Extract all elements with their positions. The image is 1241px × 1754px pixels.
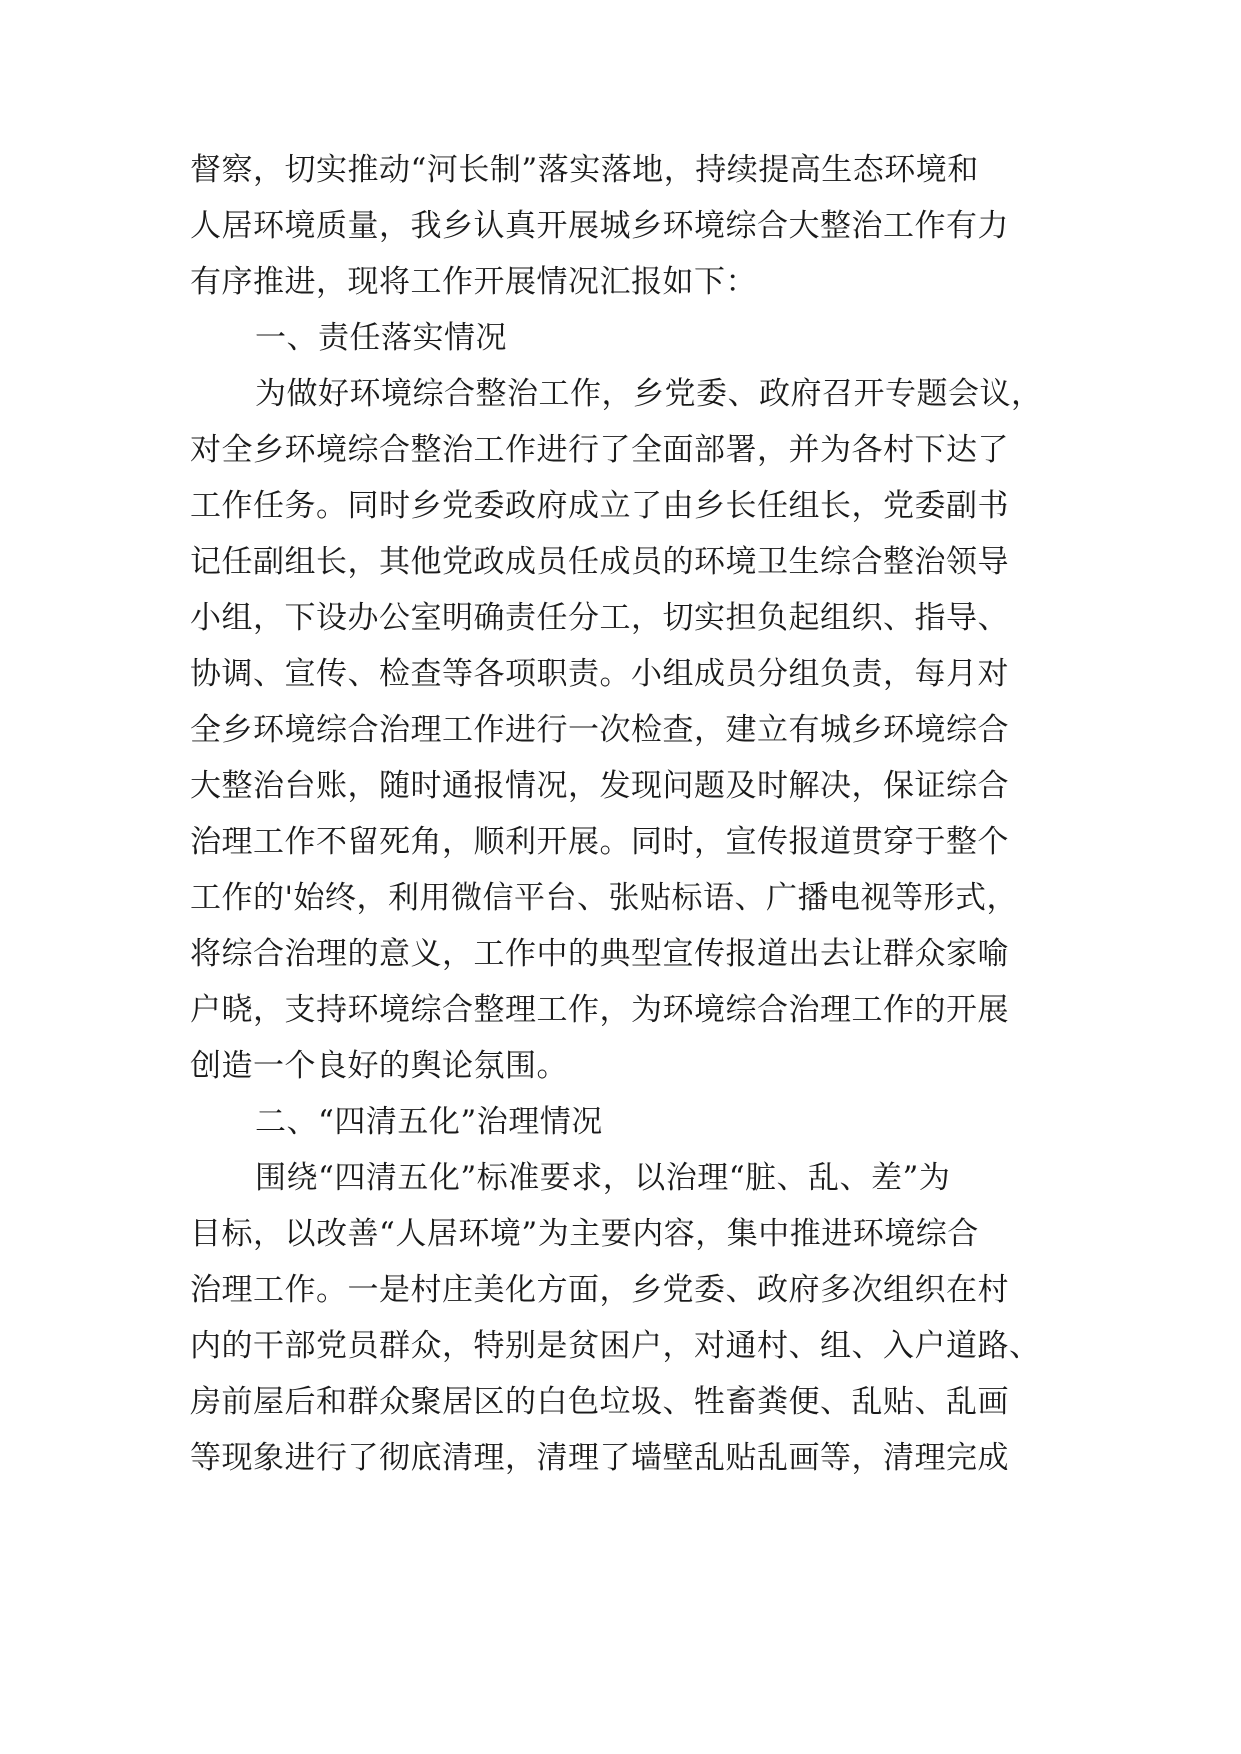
body-text-line: 创造一个良好的舆论氛围。 (190, 1048, 568, 1084)
body-text-line: 大整治台账，随时通报情况，发现问题及时解决，保证综合 (190, 768, 1009, 804)
body-text-line: 人居环境质量，我乡认真开展城乡环境综合大整治工作有力 (190, 208, 1009, 244)
paragraph-start-line: 围绕“四清五化”标准要求，以治理“脏、乱、差”为 (255, 1160, 951, 1196)
paragraph-start-line: 为做好环境综合整治工作，乡党委、政府召开专题会议， (255, 376, 1043, 412)
body-text-line: 小组，下设办公室明确责任分工，切实担负起组织、指导、 (190, 600, 1009, 636)
body-text-line: 协调、宣传、检查等各项职责。小组成员分组负责，每月对 (190, 656, 1009, 692)
body-text-line: 治理工作不留死角，顺利开展。同时，宣传报道贯穿于整个 (190, 824, 1009, 860)
body-text-line: 房前屋后和群众聚居区的白色垃圾、牲畜粪便、乱贴、乱画 (190, 1384, 1009, 1420)
body-text-line: 内的干部党员群众，特别是贫困户，对通村、组、入户道路、 (190, 1328, 1041, 1364)
body-text-line: 治理工作。一是村庄美化方面，乡党委、政府多次组织在村 (190, 1272, 1009, 1308)
body-text-line: 将综合治理的意义，工作中的典型宣传报道出去让群众家喻 (190, 936, 1009, 972)
body-text-line: 全乡环境综合治理工作进行一次检查，建立有城乡环境综合 (190, 712, 1009, 748)
body-text-line: 工作任务。同时乡党委政府成立了由乡长任组长，党委副书 (190, 488, 1009, 524)
section-heading: 一、责任落实情况 (255, 320, 507, 356)
body-text-line: 对全乡环境综合整治工作进行了全面部署，并为各村下达了 (190, 432, 1009, 468)
body-text-line: 目标，以改善“人居环境”为主要内容，集中推进环境综合 (190, 1216, 979, 1252)
section-heading: 二、“四清五化”治理情况 (255, 1104, 603, 1140)
body-text-line: 督察，切实推动“河长制”落实落地，持续提高生态环境和 (190, 152, 979, 188)
body-text-line: 户晓，支持环境综合整理工作，为环境综合治理工作的开展 (190, 992, 1009, 1028)
body-text-line: 等现象进行了彻底清理，清理了墙壁乱贴乱画等，清理完成 (190, 1440, 1009, 1476)
body-text-line: 有序推进，现将工作开展情况汇报如下： (190, 264, 757, 300)
body-text-line: 记任副组长，其他党政成员任成员的环境卫生综合整治领导 (190, 544, 1009, 580)
body-text-line: 工作的'始终，利用微信平台、张贴标语、广播电视等形式， (190, 880, 1019, 916)
